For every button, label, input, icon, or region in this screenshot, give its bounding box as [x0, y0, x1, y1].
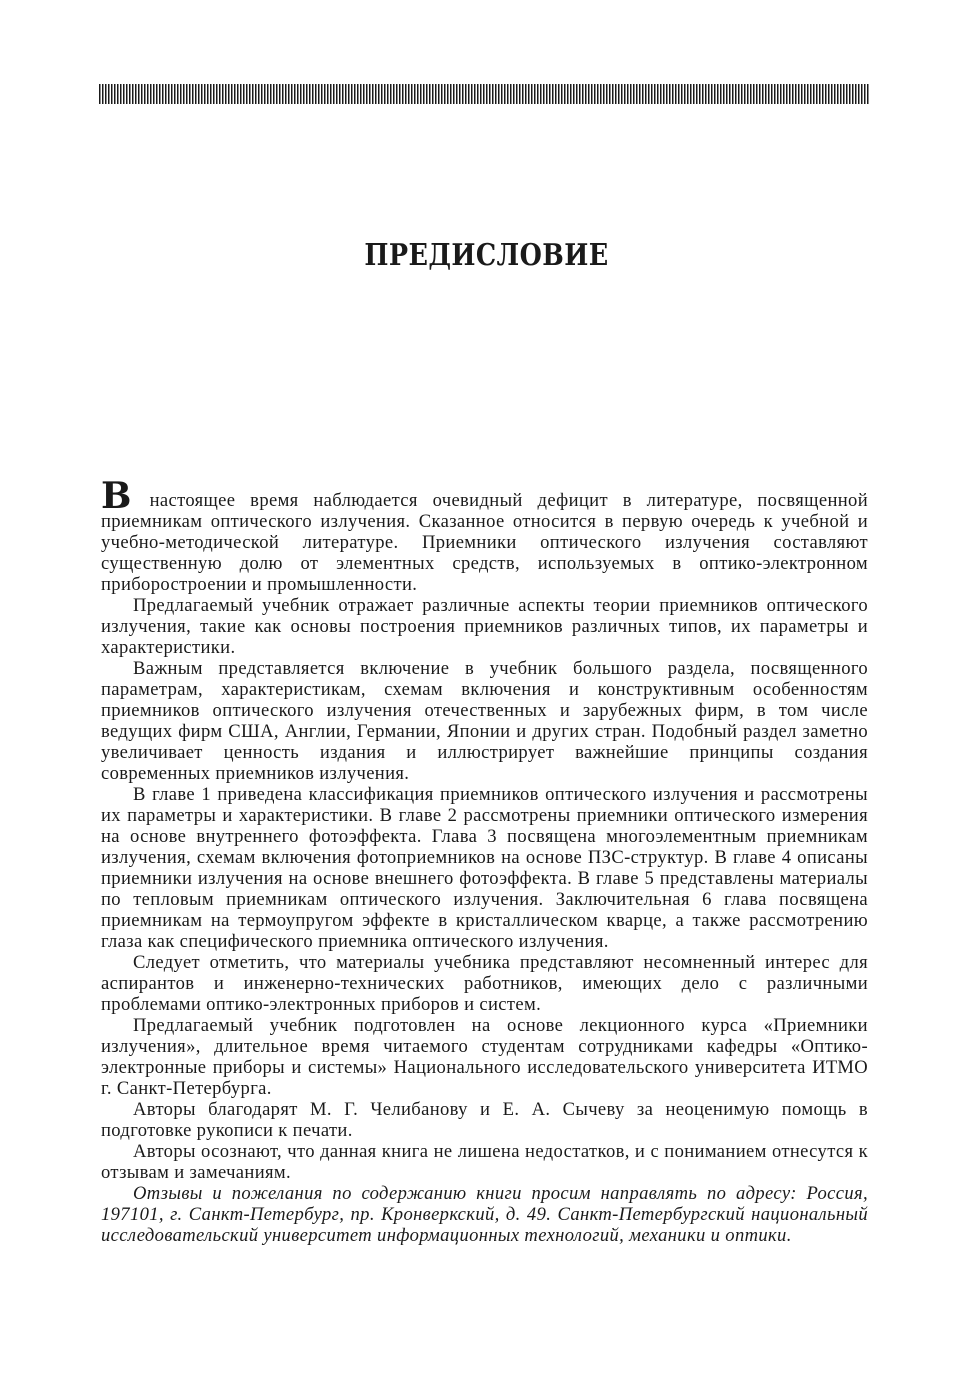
paragraph-importance: Важным представляется включение в учебник большого раздела, посвященного параметрам, характеристикам, схемам включения и конструктивным особенностям приемников оптического излучения отечественных и зарубежных фирм, в том числе ведущих фирм США, Англии, Германии, Японии и других стран. Подобный раздел заметно увеличивает ценность издания и иллюстрирует важнейшие принципы создания современных приемников излучения. [101, 658, 868, 784]
drop-cap: В [101, 475, 132, 517]
paragraph-chapters: В главе 1 приведена классификация приемников оптического излучения и рассмотрены их параметры и характеристики. В главе 2 рассмотрены приемники оптического измерения на основе внутреннего фотоэффекта. Глава 3 посвящена многоэлементным приемникам излучения, схемам включения фотоприемников на основе ПЗС-структур. В главе 4 описаны приемники излучения на основе внешнего фотоэффекта. В главе 5 представлены материалы по тепловым приемникам оптического излучения. Заключительная 6 глава посвящена приемникам на термоупругом эффекте в кристаллическом кварце, а также рассмотрению глаза как специфического приемника оптического излучения. [101, 784, 868, 952]
paragraph-feedback-address: Отзывы и пожелания по содержанию книги просим направлять по адресу: Россия, 197101, г. Санкт-Петербург, пр. Кронверкский, д. 49. Санкт-Петербургский национальный исследовательский университет информационных технологий, механики и оптики. [101, 1183, 868, 1246]
paragraph-shortcomings: Авторы осознают, что данная книга не лишена недостатков, и с пониманием отнесутся к отзывам и замечаниям. [101, 1141, 868, 1183]
paragraph-intro [101, 475, 868, 595]
paragraph-audience: Следует отметить, что материалы учебника представляют несомненный интерес для аспирантов и инженерно-технических работников, имеющих дело с различными проблемами оптико-электронных приборов и систем. [101, 952, 868, 1015]
paragraph-text: настоящее время наблюдается очевидный дефицит в литературе, посвященной приемникам оптического излучения. Сказанное относится в первую очередь к учебной и учебно-методической литературе. Приемники оптического излучения составляют существенную долю от элементных средств, используемых в оптико-электронном приборостроении и промышленности. [101, 490, 868, 595]
preface-body [101, 475, 868, 1246]
header-decorative-rule [99, 84, 869, 104]
page-title: ПРЕДИСЛОВИЕ [364, 238, 609, 273]
paragraph-acknowledgements: Авторы благодарят М. Г. Челибанову и Е. А. Сычеву за неоценимую помощь в подготовке рукописи к печати. [101, 1099, 868, 1141]
paragraph-aspects: Предлагаемый учебник отражает различные аспекты теории приемников оптического излучения, такие как основы построения приемников различных типов, их параметры и характеристики. [101, 595, 868, 658]
paragraph-course: Предлагаемый учебник подготовлен на основе лекционного курса «Приемники излучения», длительное время читаемого студентам сотрудниками кафедры «Оптико-электронные приборы и системы» Национального исследовательского университета ИТМО г. Санкт-Петербурга. [101, 1015, 868, 1099]
